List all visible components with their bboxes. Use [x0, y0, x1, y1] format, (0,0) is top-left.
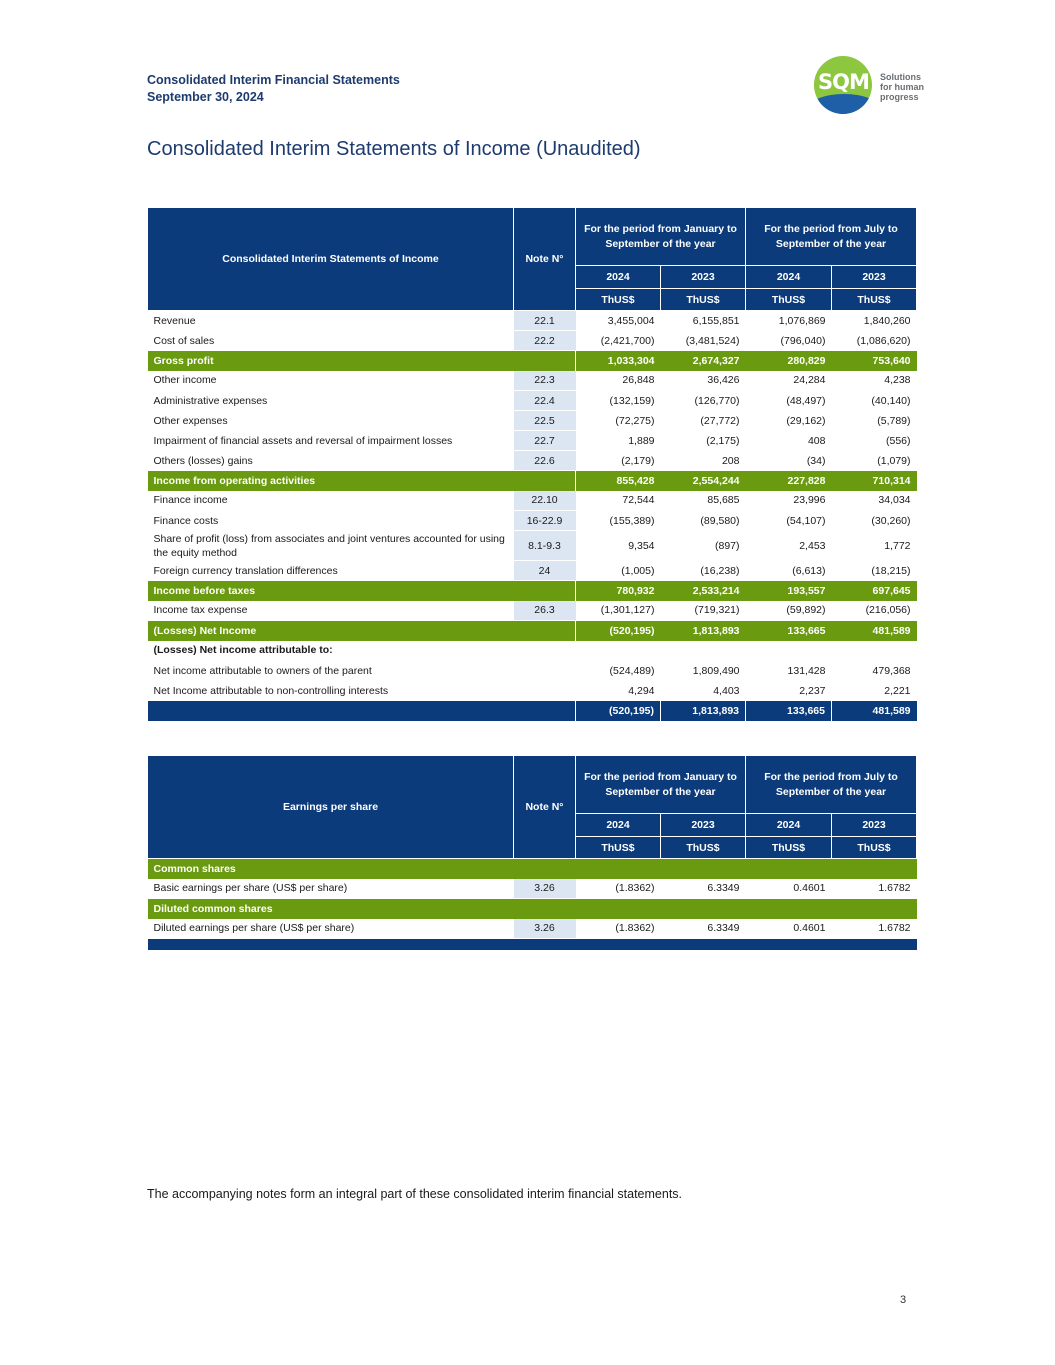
row-value: 0.4601: [746, 879, 832, 899]
row-value: (897): [661, 531, 746, 561]
row-value: 26,848: [576, 371, 661, 391]
row-value: (1,005): [576, 561, 661, 581]
total-value: (520,195): [576, 701, 661, 721]
table-row: [148, 491, 917, 511]
table-row: [148, 331, 917, 351]
row-label: Other expenses: [148, 411, 514, 431]
row-note: [514, 681, 576, 701]
row-value: (155,389): [576, 511, 661, 531]
row-value: 133,665: [746, 621, 832, 641]
row-value: 1.6782: [832, 879, 917, 899]
unit-header: ThUS$: [661, 837, 746, 859]
subtotal-row: [148, 351, 917, 371]
note-column-header: Note N°: [514, 208, 576, 311]
row-note: 16-22.9: [514, 511, 576, 531]
row-value: 4,294: [576, 681, 661, 701]
row-label: (Losses) Net Income: [148, 621, 514, 641]
table-row: [148, 431, 917, 451]
year-header: 2023: [832, 266, 917, 289]
row-value: 2,237: [746, 681, 832, 701]
row-value: (18,215): [832, 561, 917, 581]
table-row: [148, 531, 917, 561]
row-value: 23,996: [746, 491, 832, 511]
row-value: 131,428: [746, 661, 832, 681]
row-value: (2,179): [576, 451, 661, 471]
row-value: (796,040): [746, 331, 832, 351]
header-row-periods: [148, 208, 917, 266]
footnote: The accompanying notes form an integral part of these consolidated interim financial statements.: [147, 1187, 683, 1201]
row-note: 26.3: [514, 601, 576, 621]
row-label: Impairment of financial assets and reversal of impairment losses: [148, 431, 514, 451]
logo-tagline: [880, 72, 924, 102]
row-label: Share of profit (loss) from associates and joint ventures accounted for using the equity method: [148, 531, 514, 561]
row-value: (2,175): [661, 431, 746, 451]
subtotal-row: [148, 621, 917, 641]
year-header: 2024: [746, 266, 832, 289]
table-row: [148, 411, 917, 431]
row-note: [514, 351, 576, 371]
row-note: [514, 471, 576, 491]
row-value: 9,354: [576, 531, 661, 561]
row-label: Foreign currency translation differences: [148, 561, 514, 581]
row-value: (16,238): [661, 561, 746, 581]
unit-header: ThUS$: [746, 289, 832, 311]
row-value: (719,321): [661, 601, 746, 621]
row-label: Finance income: [148, 491, 514, 511]
row-value: 1,813,893: [661, 621, 746, 641]
row-value: (89,580): [661, 511, 746, 531]
row-label: Others (losses) gains: [148, 451, 514, 471]
row-note: [514, 661, 576, 681]
row-note: 22.1: [514, 311, 576, 331]
row-value: 36,426: [661, 371, 746, 391]
row-value: 710,314: [832, 471, 917, 491]
table-row: [148, 919, 917, 939]
section-label: (Losses) Net income attributable to:: [148, 641, 917, 661]
row-note: 22.3: [514, 371, 576, 391]
common-shares-row-label: Common shares: [148, 859, 917, 879]
page-title: Consolidated Interim Statements of Income (Unaudited): [147, 138, 641, 160]
eps-footer-cell: [148, 939, 917, 950]
unit-header: ThUS$: [576, 837, 661, 859]
diluted-shares-row: [148, 899, 917, 919]
row-value: (524,489): [576, 661, 661, 681]
earnings-per-share-table: [147, 755, 917, 950]
row-label: Cost of sales: [148, 331, 514, 351]
logo-tagline-2: for human: [880, 82, 924, 92]
row-note: 3.26: [514, 879, 576, 899]
section-label-row: [148, 641, 917, 661]
row-value: 697,645: [832, 581, 917, 601]
table-title-header: Consolidated Interim Statements of Income: [148, 208, 514, 311]
total-label-blank: [148, 701, 514, 721]
table-title-header: Earnings per share: [148, 756, 514, 859]
row-value: (1,079): [832, 451, 917, 471]
row-value: 193,557: [746, 581, 832, 601]
sqm-logo: [814, 56, 934, 116]
subtotal-row: [148, 581, 917, 601]
row-note: [514, 621, 576, 641]
year-header: 2024: [576, 266, 661, 289]
row-value: 4,238: [832, 371, 917, 391]
row-value: 1,033,304: [576, 351, 661, 371]
period-header-jan-sep: For the period from January to September of the year: [576, 756, 746, 814]
logo-tagline-3: progress: [880, 92, 919, 102]
year-header: 2023: [661, 266, 746, 289]
row-label: Net income attributable to owners of the parent: [148, 661, 514, 681]
table-row: [148, 511, 917, 531]
logo-circle: [814, 56, 872, 114]
row-value: (132,159): [576, 391, 661, 411]
income-statement-table: [147, 207, 917, 721]
document-header: [147, 72, 400, 106]
row-value: 72,544: [576, 491, 661, 511]
row-label: Other income: [148, 371, 514, 391]
row-value: (126,770): [661, 391, 746, 411]
row-value: (59,892): [746, 601, 832, 621]
row-note: 8.1-9.3: [514, 531, 576, 561]
period-header-jul-sep: For the period from July to September of the year: [746, 208, 917, 266]
row-value: (1.8362): [576, 879, 661, 899]
row-value: 34,034: [832, 491, 917, 511]
table-row: [148, 391, 917, 411]
row-value: 280,829: [746, 351, 832, 371]
row-value: (34): [746, 451, 832, 471]
header-line-1: Consolidated Interim Financial Statements: [147, 73, 400, 87]
row-value: 4,403: [661, 681, 746, 701]
row-value: (1.8362): [576, 919, 661, 939]
logo-wave: [814, 94, 872, 114]
row-value: (216,056): [832, 601, 917, 621]
total-value: 1,813,893: [661, 701, 746, 721]
diluted-shares-row-label: Diluted common shares: [148, 899, 917, 919]
row-label: Administrative expenses: [148, 391, 514, 411]
row-value: 1,809,490: [661, 661, 746, 681]
row-label: Finance costs: [148, 511, 514, 531]
row-value: 85,685: [661, 491, 746, 511]
row-label: Gross profit: [148, 351, 514, 371]
common-shares-row: [148, 859, 917, 879]
page-number: 3: [900, 1294, 907, 1306]
row-label: Income before taxes: [148, 581, 514, 601]
table-row: [148, 371, 917, 391]
row-value: 6,155,851: [661, 311, 746, 331]
row-note: 22.6: [514, 451, 576, 471]
header-line-2: September 30, 2024: [147, 90, 264, 104]
row-value: (72,275): [576, 411, 661, 431]
row-value: (1,301,127): [576, 601, 661, 621]
year-header: 2023: [661, 814, 746, 837]
row-value: 753,640: [832, 351, 917, 371]
table-row: [148, 601, 917, 621]
total-value: 481,589: [832, 701, 917, 721]
row-value: (29,162): [746, 411, 832, 431]
row-label: Income tax expense: [148, 601, 514, 621]
row-value: 1,772: [832, 531, 917, 561]
unit-header: ThUS$: [832, 289, 917, 311]
header-row-periods: [148, 756, 917, 814]
row-label: Net Income attributable to non-controlling interests: [148, 681, 514, 701]
row-value: 2,674,327: [661, 351, 746, 371]
row-value: 2,533,214: [661, 581, 746, 601]
table-row: [148, 311, 917, 331]
row-value: 227,828: [746, 471, 832, 491]
row-label: Basic earnings per share (US$ per share): [148, 879, 514, 899]
row-value: 1,840,260: [832, 311, 917, 331]
table-row: [148, 879, 917, 899]
row-value: 1,889: [576, 431, 661, 451]
logo-tagline-1: Solutions: [880, 72, 921, 82]
row-value: 1,076,869: [746, 311, 832, 331]
row-note: 22.7: [514, 431, 576, 451]
row-note: 22.5: [514, 411, 576, 431]
total-row: [148, 701, 917, 721]
row-note: 22.2: [514, 331, 576, 351]
unit-header: ThUS$: [661, 289, 746, 311]
total-value: 133,665: [746, 701, 832, 721]
unit-header: ThUS$: [576, 289, 661, 311]
row-value: 24,284: [746, 371, 832, 391]
row-value: 479,368: [832, 661, 917, 681]
row-label: Revenue: [148, 311, 514, 331]
row-value: (40,140): [832, 391, 917, 411]
row-value: 2,554,244: [661, 471, 746, 491]
row-value: (6,613): [746, 561, 832, 581]
row-value: 481,589: [832, 621, 917, 641]
table-row: [148, 681, 917, 701]
row-value: (1,086,620): [832, 331, 917, 351]
year-header: 2023: [832, 814, 917, 837]
row-note: 22.10: [514, 491, 576, 511]
row-value: (520,195): [576, 621, 661, 641]
row-value: (556): [832, 431, 917, 451]
row-note: 24: [514, 561, 576, 581]
row-value: 1.6782: [832, 919, 917, 939]
row-note: 3.26: [514, 919, 576, 939]
unit-header: ThUS$: [832, 837, 917, 859]
year-header: 2024: [746, 814, 832, 837]
row-value: (2,421,700): [576, 331, 661, 351]
period-header-jul-sep: For the period from July to September of the year: [746, 756, 917, 814]
row-value: (3,481,524): [661, 331, 746, 351]
unit-header: ThUS$: [746, 837, 832, 859]
row-value: (5,789): [832, 411, 917, 431]
table-row: [148, 661, 917, 681]
row-label: Diluted earnings per share (US$ per share): [148, 919, 514, 939]
row-value: 2,453: [746, 531, 832, 561]
logo-text: SQM: [818, 70, 869, 94]
year-header: 2024: [576, 814, 661, 837]
row-value: (27,772): [661, 411, 746, 431]
row-value: 780,932: [576, 581, 661, 601]
table-row: [148, 561, 917, 581]
eps-footer-bar: [148, 939, 917, 950]
row-value: 2,221: [832, 681, 917, 701]
period-header-jan-sep: For the period from January to September of the year: [576, 208, 746, 266]
row-value: 855,428: [576, 471, 661, 491]
subtotal-row: [148, 471, 917, 491]
row-value: (54,107): [746, 511, 832, 531]
note-column-header: Note N°: [514, 756, 576, 859]
row-value: 0.4601: [746, 919, 832, 939]
row-value: (30,260): [832, 511, 917, 531]
row-value: 6.3349: [661, 879, 746, 899]
row-value: 408: [746, 431, 832, 451]
total-note-blank: [514, 701, 576, 721]
row-value: 3,455,004: [576, 311, 661, 331]
row-value: 208: [661, 451, 746, 471]
row-value: (48,497): [746, 391, 832, 411]
row-label: Income from operating activities: [148, 471, 514, 491]
row-value: 6.3349: [661, 919, 746, 939]
row-note: [514, 581, 576, 601]
table-row: [148, 451, 917, 471]
row-note: 22.4: [514, 391, 576, 411]
